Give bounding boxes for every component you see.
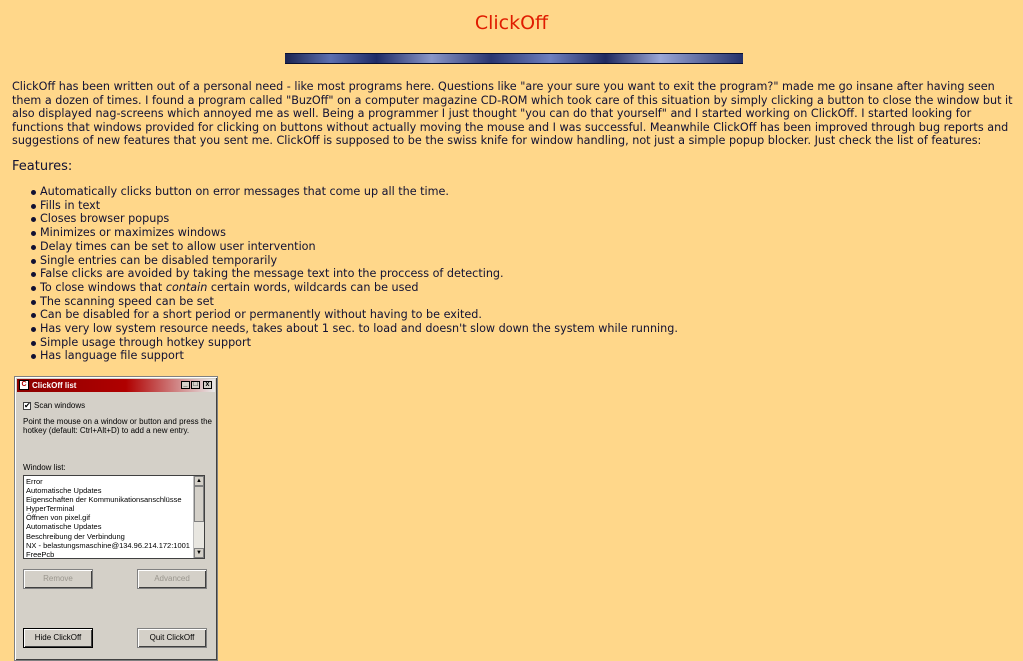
list-item [12,281,678,295]
feature-text: certain words, wildcards can be used [207,280,419,294]
list-item: The scanning speed can be set [12,295,678,309]
list-scrollbar[interactable] [193,476,204,558]
list-item: Delay times can be set to allow user intervention [12,240,678,254]
scan-windows-checkbox[interactable]: ✔ [24,400,31,410]
scroll-thumb[interactable] [194,486,204,522]
list-item: Simple usage through hotkey support [12,336,678,350]
list-item[interactable]: Automatische Updates [26,486,102,496]
list-item: Has language file support [12,349,678,363]
list-item: Can be disabled for a short period or permanently without having to be exited. [12,308,678,322]
list-item: Fills in text [12,199,678,213]
remove-button[interactable]: Remove [23,569,93,589]
list-item[interactable]: HyperTerminal [26,504,75,514]
list-item[interactable]: FreePcb [26,549,55,559]
list-item: Single entries can be disabled temporarily [12,254,678,268]
scan-windows-row[interactable] [23,401,85,410]
clickoff-list-window [14,376,218,661]
features-heading: Features: [12,159,73,174]
quit-clickoff-button[interactable]: Quit ClickOff [137,628,207,648]
list-item: Automatically clicks button on error messages that come up all the time. [12,185,678,199]
window-list[interactable] [23,475,205,559]
list-item[interactable]: Error [26,477,43,486]
list-item: Minimizes or maximizes windows [12,226,678,240]
page-title: ClickOff [474,12,549,34]
window-list-label: Window list: [23,463,66,472]
feature-text: To close windows that [40,280,166,294]
close-button[interactable]: x [203,381,212,389]
scan-windows-label: Scan windows [34,401,86,411]
list-item: Closes browser popups [12,212,678,226]
feature-list [12,185,678,363]
minimize-button[interactable]: _ [181,381,190,389]
window-title: ClickOff list [32,381,77,390]
hide-clickoff-button[interactable]: Hide ClickOff [23,628,93,648]
list-item[interactable]: Öffnen von pixel.gif [26,513,91,523]
hint-text: Point the mouse on a window or button and press the hotkey (default: Ctrl+Alt+D) to add a new entry. [23,417,213,435]
scroll-up-button[interactable]: ▲ [194,476,204,486]
maximize-button[interactable]: □ [191,381,200,389]
window-titlebar[interactable] [17,379,215,392]
app-icon: C [19,380,29,390]
list-item: False clicks are avoided by taking the message text into the proccess of detecting. [12,267,678,281]
advanced-button[interactable]: Advanced [137,569,207,589]
header-banner [285,53,743,64]
list-item[interactable]: NX - belastungsmaschine@134.96.214.172:1001 [26,540,190,550]
list-item: Has very low system resource needs, takes about 1 sec. to load and doesn't slow down the system while running. [12,322,678,336]
intro-paragraph: ClickOff has been written out of a personal need - like most programs here. Questions like "are your sure you want to exit the program?" made me go insane after having seen them a dozen of times. I found a program called "BuzOff" on a computer magazine CD-ROM which took care of this situation by simply clicking a button to close the window but it also displayed nag-screens which annoyed me as well. Being a programmer I just thought "you can do that yourself" and I started working on ClickOff. I started looking for functions that windows provided for clicking on buttons without actually moving the mouse and I was successful. Meanwhile ClickOff has been improved through bug reports and suggestions of new features that you sent me. ClickOff is supposed to be the swiss knife for window handling, not just a simple popup blocker. Just check the list of features: [12,80,1013,148]
scroll-down-button[interactable]: ▼ [194,548,204,558]
list-item[interactable]: Beschreibung der Verbindung [26,531,125,541]
feature-emphasis: contain [165,280,208,294]
list-item[interactable]: Eigenschaften der Kommunikationsanschlüsse [26,495,182,505]
list-item[interactable]: Automatische Updates [26,522,102,532]
